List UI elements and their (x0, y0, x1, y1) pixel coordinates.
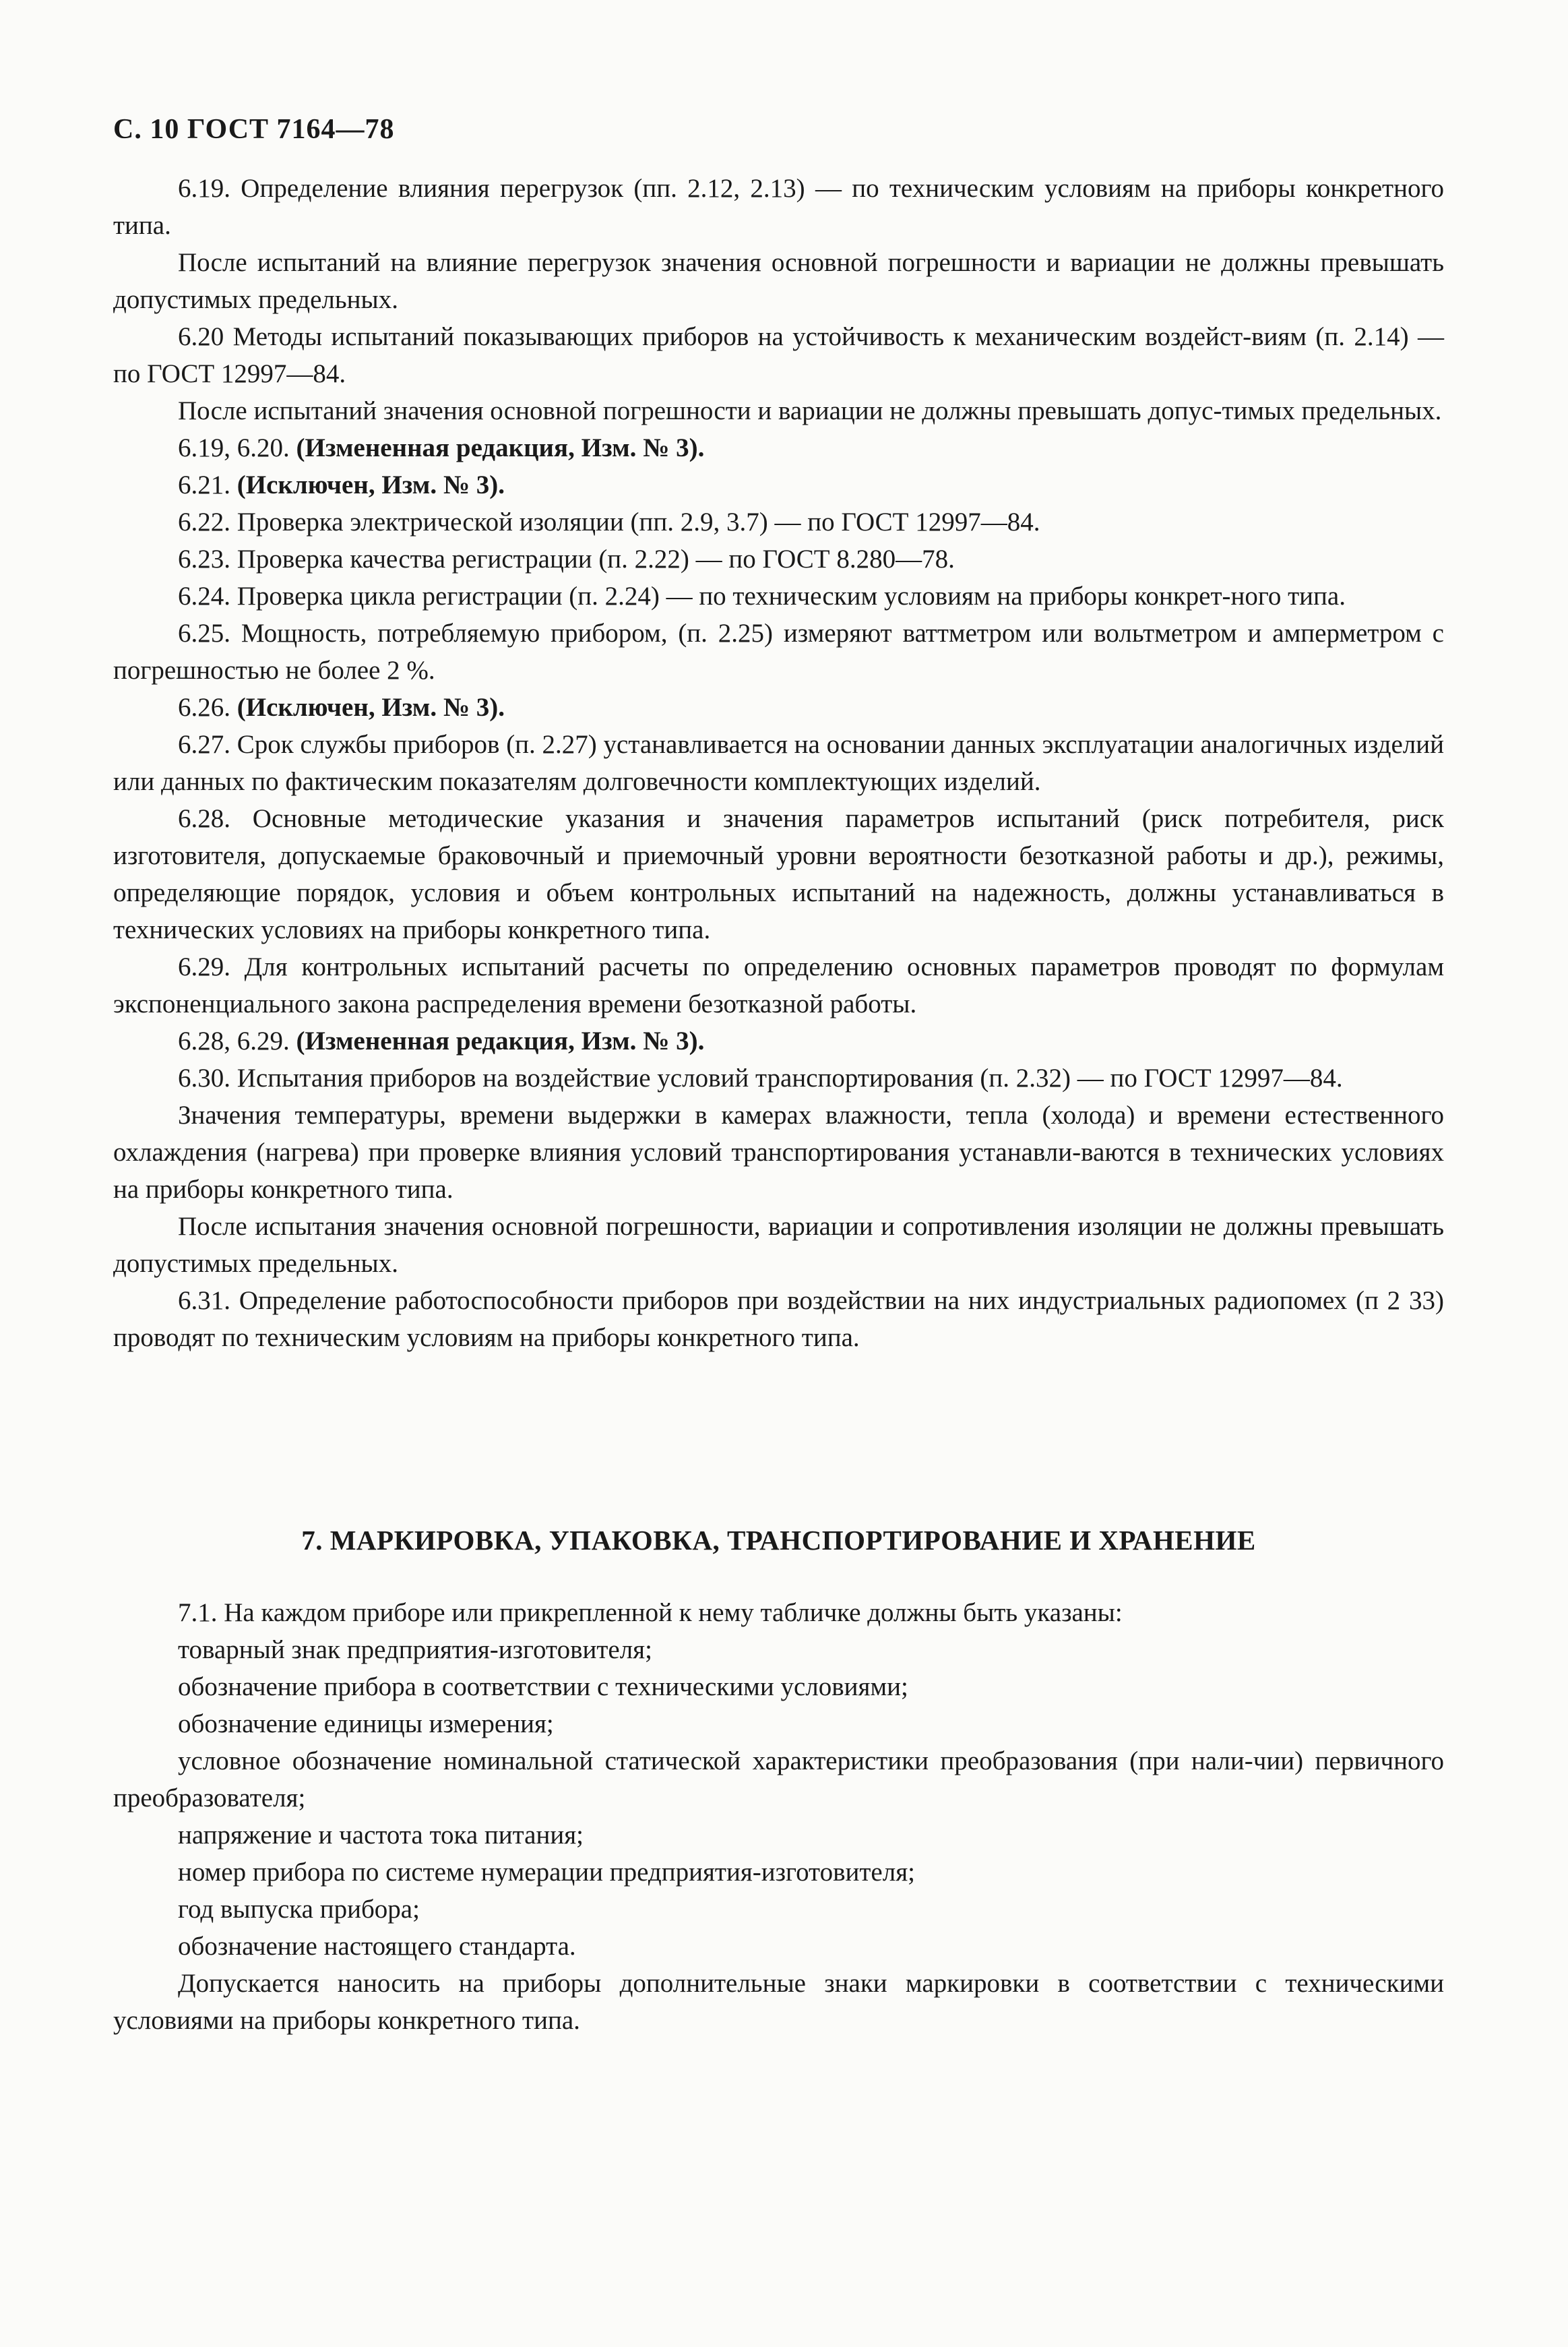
list-item: товарный знак предприятия-изготовителя; (178, 1635, 652, 1664)
list-item: напряжение и частота тока питания; (178, 1821, 584, 1850)
list-item: год выпуска прибора; (178, 1895, 420, 1924)
excluded-note: 6.21. (Исключен, Изм. № 3). (178, 470, 505, 499)
paragraph-6-24: 6.24. Проверка цикла регистрации (п. 2.24) — по техническим условиям на приборы конкрет-ного типа. (178, 582, 1346, 611)
paragraph: После испытания значения основной погрешности, вариации и сопротивления изоляции не должны превышать допустимых предельных. (113, 1212, 1444, 1278)
paragraph-6-25: 6.25. Мощность, потребляемую прибором, (п. 2.25) измеряют ваттметром или вольтметром и амперметром с погрешностью не более 2 %. (113, 619, 1444, 685)
section-6-body (113, 170, 1444, 1356)
list-item: обозначение прибора в соответствии с техническими условиями; (178, 1672, 908, 1701)
paragraph-6-22: 6.22. Проверка электрической изоляции (пп. 2.9, 3.7) — по ГОСТ 12997—84. (178, 508, 1040, 537)
paragraph-6-30: 6.30. Испытания приборов на воздействие условий транспортирования (п. 2.32) — по ГОСТ 12997—84. (178, 1064, 1343, 1093)
list-item: номер прибора по системе нумерации предприятия-изготовителя; (178, 1858, 915, 1887)
amendment-note: 6.19, 6.20. (Измененная редакция, Изм. № 3). (178, 433, 705, 462)
list-item: условное обозначение номинальной статической характеристики преобразования (при нали-чии) первичного преобразователя; (113, 1746, 1444, 1812)
section-title: 7. МАРКИРОВКА, УПАКОВКА, ТРАНСПОРТИРОВАНИЕ И ХРАНЕНИЕ (301, 1525, 1256, 1556)
paragraph-6-23: 6.23. Проверка качества регистрации (п. 2.22) — по ГОСТ 8.280—78. (178, 545, 955, 574)
paragraph-7-1: 7.1. На каждом приборе или прикрепленной к нему табличке должны быть указаны: (178, 1598, 1123, 1627)
paragraph: Допускается наносить на приборы дополнительные знаки маркировки в соответствии с техническими условиями на приборы конкретного типа. (113, 1969, 1444, 2035)
paragraph-6-20: 6.20 Методы испытаний показывающих приборов на устойчивость к механическим воздейст-виям (п. 2.14) — по ГОСТ 12997—84. (113, 322, 1444, 388)
section-7-body (113, 1594, 1444, 2039)
paragraph: После испытаний на влияние перегрузок значения основной погрешности и вариации не должны превышать допустимых предельных. (113, 248, 1444, 314)
amendment-note: 6.28, 6.29. (Измененная редакция, Изм. № 3). (178, 1027, 705, 1056)
paragraph-6-31: 6.31. Определение работоспособности приборов при воздействии на них индустриальных радиопомех (п 2 33) проводят по техническим условиям на приборы конкретного типа. (113, 1286, 1444, 1352)
paragraph-6-28: 6.28. Основные методические указания и значения параметров испытаний (риск потребителя, риск изготовителя, допускаемые браковочный и приемочный уровни вероятности безотказной работы и др.), режимы, определяющие порядок, условия и объем контрольных испытаний на надежность, должны устанавливаться в технических условиях на приборы конкретного типа. (113, 804, 1444, 944)
paragraph: Значения температуры, времени выдержки в камерах влажности, тепла (холода) и времени естественного охлаждения (нагрева) при проверке влияния условий транспортирования устанавли-ваются в технических условиях на приборы конкретного типа. (113, 1101, 1444, 1204)
excluded-note: 6.26. (Исключен, Изм. № 3). (178, 693, 505, 722)
list-item: обозначение настоящего стандарта. (178, 1932, 576, 1961)
paragraph-6-19: 6.19. Определение влияния перегрузок (пп. 2.12, 2.13) — по техническим условиям на приборы конкретного типа. (113, 174, 1444, 240)
page-header: С. 10 ГОСТ 7164—78 (113, 114, 395, 145)
paragraph-6-29: 6.29. Для контрольных испытаний расчеты по определению основных параметров проводят по формулам экспоненциального закона распределения времени безотказной работы. (113, 952, 1444, 1018)
paragraph-6-27: 6.27. Срок службы приборов (п. 2.27) устанавливается на основании данных эксплуатации аналогичных изделий или данных по фактическим показателям долговечности комплектующих изделий. (113, 730, 1445, 796)
paragraph: После испытаний значения основной погрешности и вариации не должны превышать допус-тимых предельных. (178, 396, 1442, 425)
list-item: обозначение единицы измерения; (178, 1709, 554, 1738)
